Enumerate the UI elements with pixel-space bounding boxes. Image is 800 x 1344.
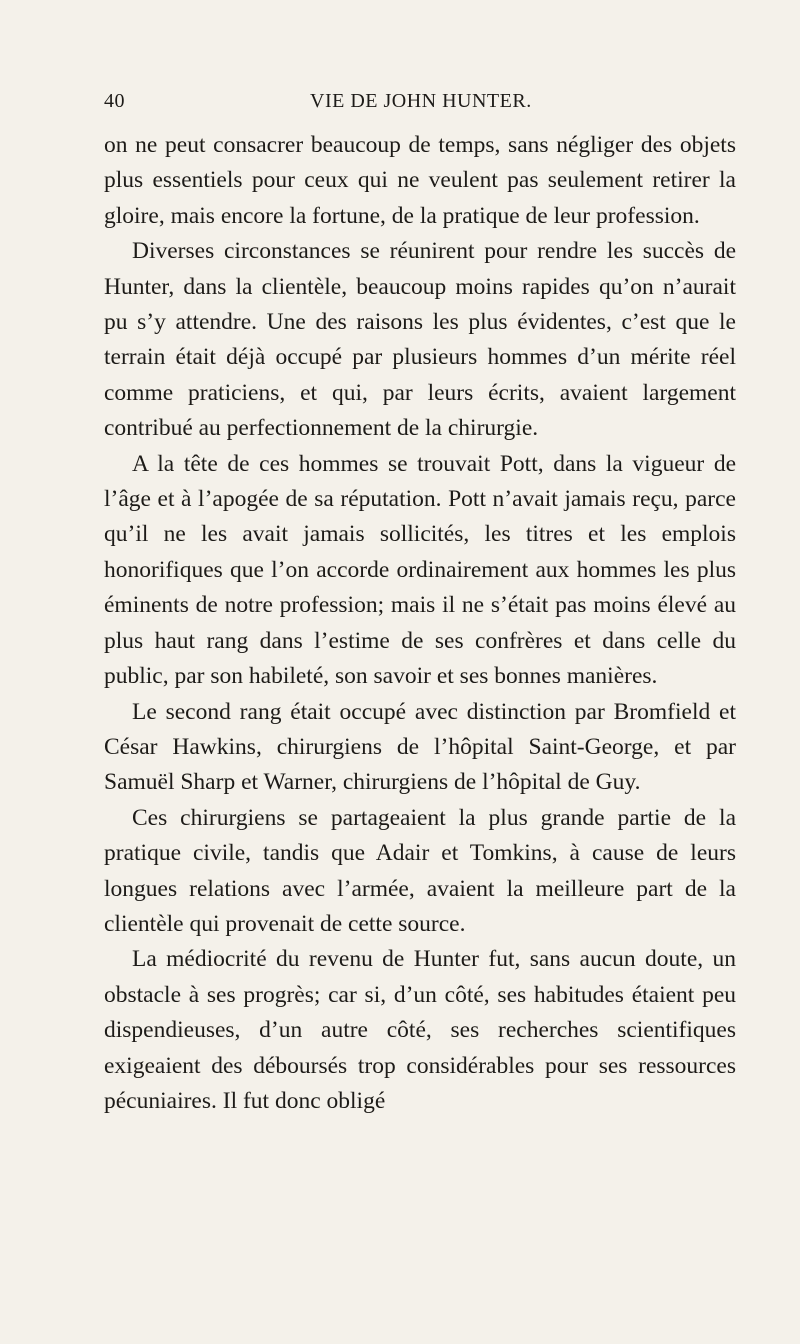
paragraph: on ne peut consacrer beaucoup de temps, sans négliger des objets plus essentiels pour ceux qui ne veulent pas seulement retirer la gloire, mais encore la fortune, de la pratique de leur profession. — [104, 132, 736, 229]
paragraph: La médiocrité du revenu de Hunter fut, sans aucun doute, un obstacle à ses progrès; car si, d’un côté, ses habitudes étaient peu dispendieuses, d’un autre côté, ses recherches scientifiques exigeaient des déboursés trop considérables pour ses ressources pécuniaires. Il fut donc obligé — [104, 946, 736, 1114]
running-title: VIE DE JOHN HUNTER. — [310, 90, 532, 112]
running-header — [104, 90, 736, 120]
page-number: 40 — [104, 90, 125, 112]
paragraph: Diverses circonstances se réunirent pour rendre les succès de Hunter, dans la clientèle, beaucoup moins rapides qu’on n’aurait pu s’y attendre. Une des raisons les plus évidentes, c’est que le terrain était déjà occupé par plusieurs hommes d’un mérite réel comme praticiens, et qui, par leurs écrits, avaient largement contribué au perfectionnement de la chirurgie. — [104, 238, 736, 442]
paragraph: A la tête de ces hommes se trouvait Pott, dans la vigueur de l’âge et à l’apogée de sa réputation. Pott n’avait jamais reçu, parce qu’il ne les avait jamais sollicités, les titres et les emplois honorifiques que l’on accorde ordinairement aux hommes les plus éminents de notre profession; mais il ne s’était pas moins élevé au plus haut rang dans l’estime de ses confrères et dans celle du public, par son habileté, son savoir et ses bonnes manières. — [104, 450, 736, 690]
paragraph: Ces chirurgiens se partageaient la plus grande partie de la pratique civile, tandis que Adair et Tomkins, à cause de leurs longues relations avec l’armée, avaient la meilleure part de la clientèle qui provenait de cette source. — [104, 804, 736, 937]
body-text — [104, 128, 736, 1119]
paragraph: Le second rang était occupé avec distinction par Bromfield et César Hawkins, chirurgiens de l’hôpital Saint-George, et par Samuël Sharp et Warner, chirurgiens de l’hôpital de Guy. — [104, 698, 736, 796]
